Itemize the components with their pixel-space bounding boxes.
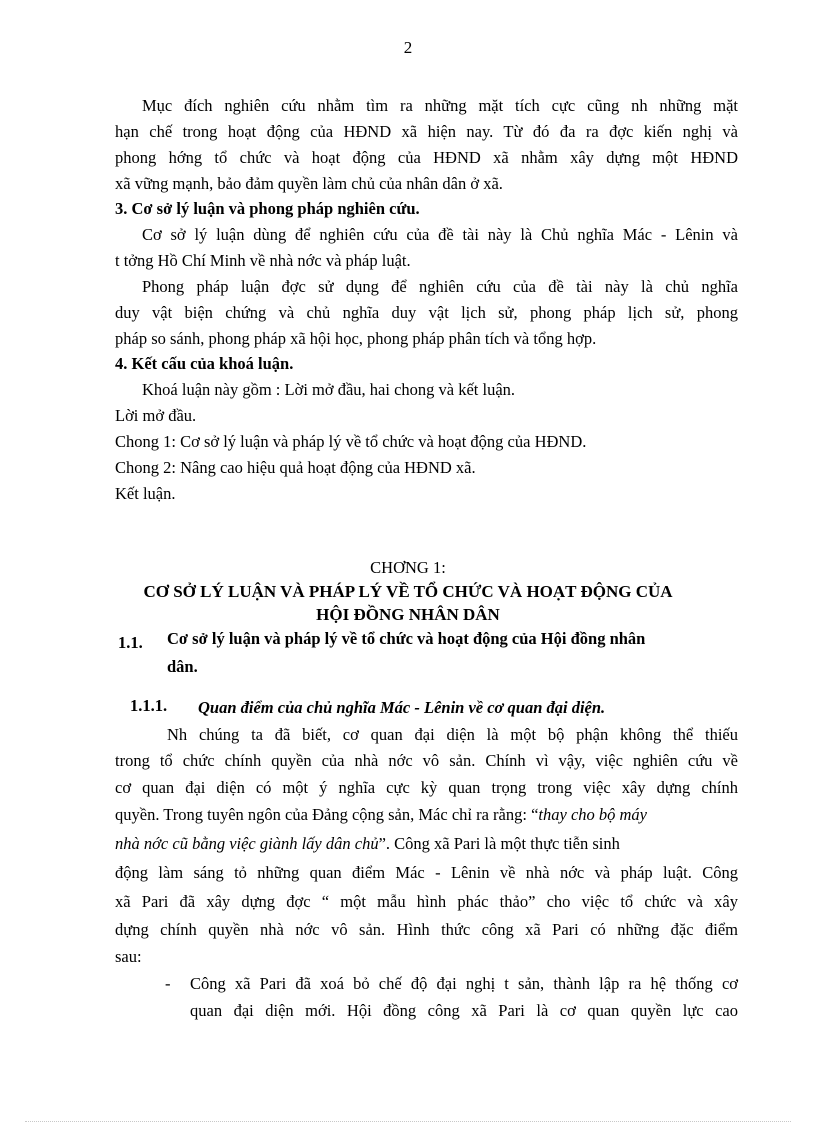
section-number: 1.1. xyxy=(118,633,143,652)
chapter-label: CHƠNG 1: xyxy=(370,558,446,577)
page-number: 2 xyxy=(403,38,413,57)
paragraph-text: quyền. Trong tuyên ngôn của Đảng cộng sản, Mác chỉ ra rằng: “ xyxy=(115,805,539,824)
paragraph-line: Mục đích nghiên cứu nhằm tìm ra những mặt tích cực cũng nh những mặt xyxy=(142,96,738,115)
paragraph-line: Cơ sở lý luận dùng để nghiên cứu của đề tài này là Chủ nghĩa Mác - Lênin và xyxy=(142,225,738,244)
quote-text: thay cho bộ máy xyxy=(538,805,648,824)
paragraph-line xyxy=(115,804,647,826)
paragraph-line: pháp so sánh, phong pháp xã hội học, phong pháp phân tích và tổng hợp. xyxy=(115,329,597,348)
subsection-heading: Quan điểm của chủ nghĩa Mác - Lênin về cơ quan đại diện. xyxy=(198,698,606,717)
paragraph-line: duy vật biện chứng và chủ nghĩa duy vật lịch sử, phong pháp lịch sử, phong xyxy=(115,303,738,322)
section-heading: 3. Cơ sở lý luận và phong pháp nghiên cứu. xyxy=(115,199,420,218)
section-heading: 4. Kết cấu của khoá luận. xyxy=(115,354,294,373)
paragraph-line: dựng chính quyền nhà nớc vô sản. Hình thức công xã Pari có những đặc điểm xyxy=(115,920,738,939)
paragraph-line: phong hớng tổ chức và hoạt động của HĐND xã nhằm xây dựng một HĐND xyxy=(115,148,738,167)
chapter-title: HỘI ĐỒNG NHÂN DÂN xyxy=(316,605,500,624)
page-border-dotted xyxy=(25,1121,791,1122)
bullet-dash: - xyxy=(165,974,171,993)
paragraph-line: xã vững mạnh, bảo đảm quyền làm chủ của nhân dân ở xã. xyxy=(115,174,503,193)
paragraph-line: sau: xyxy=(115,947,142,966)
paragraph-line: Chong 2: Nâng cao hiệu quả hoạt động của HĐND xã. xyxy=(115,458,476,477)
paragraph-line: t tởng Hồ Chí Minh về nhà nớc và pháp luật. xyxy=(115,251,411,270)
paragraph-line: Kết luận. xyxy=(115,484,176,503)
paragraph-line: trong tổ chức chính quyền của nhà nớc vô sản. Chính vì vậy, việc nghiên cứu về xyxy=(115,751,738,770)
paragraph-line: hạn chế trong hoạt động của HĐND xã hiện nay. Từ đó đa ra đợc kiến nghị và xyxy=(115,122,738,141)
paragraph-line: Lời mở đầu. xyxy=(115,406,197,425)
paragraph-line: cơ quan đại diện có một ý nghĩa cực kỳ quan trọng trong việc xây dựng chính xyxy=(115,778,738,797)
paragraph-text: ”. Công xã Pari là một thực tiễn sinh xyxy=(378,834,620,853)
paragraph-line: động làm sáng tỏ những quan điểm Mác - Lênin về nhà nớc và pháp luật. Công xyxy=(115,863,738,882)
paragraph-line xyxy=(115,833,620,855)
section-heading: Cơ sở lý luận và pháp lý về tổ chức và hoạt động của Hội đồng nhân xyxy=(167,629,646,648)
bullet-line: Công xã Pari đã xoá bỏ chế độ đại nghị t sản, thành lập ra hệ thống cơ xyxy=(190,974,738,993)
quote-text: nhà nớc cũ bằng việc giành lấy dân chủ xyxy=(115,834,379,853)
chapter-title: CƠ SỞ LÝ LUẬN VÀ PHÁP LÝ VỀ TỔ CHỨC VÀ HOẠT ĐỘNG CỦA xyxy=(143,582,673,601)
subsection-number: 1.1.1. xyxy=(130,696,168,715)
paragraph-line: Nh chúng ta đã biết, cơ quan đại diện là một bộ phận không thể thiếu xyxy=(167,725,738,744)
paragraph-line: Phong pháp luận đợc sử dụng để nghiên cứu của đề tài này là chủ nghĩa xyxy=(142,277,738,296)
paragraph-line: Chong 1: Cơ sở lý luận và pháp lý về tổ chức và hoạt động của HĐND. xyxy=(115,432,587,451)
paragraph-line: Khoá luận này gồm : Lời mở đầu, hai chong và kết luận. xyxy=(142,380,516,399)
bullet-line: quan đại diện mới. Hội đồng công xã Pari là cơ quan quyền lực cao xyxy=(190,1001,738,1020)
paragraph-line: xã Pari đã xây dựng đợc “ một mẫu hình phác thảo” cho việc tổ chức và xây xyxy=(115,892,738,911)
section-heading: dân. xyxy=(167,657,198,676)
